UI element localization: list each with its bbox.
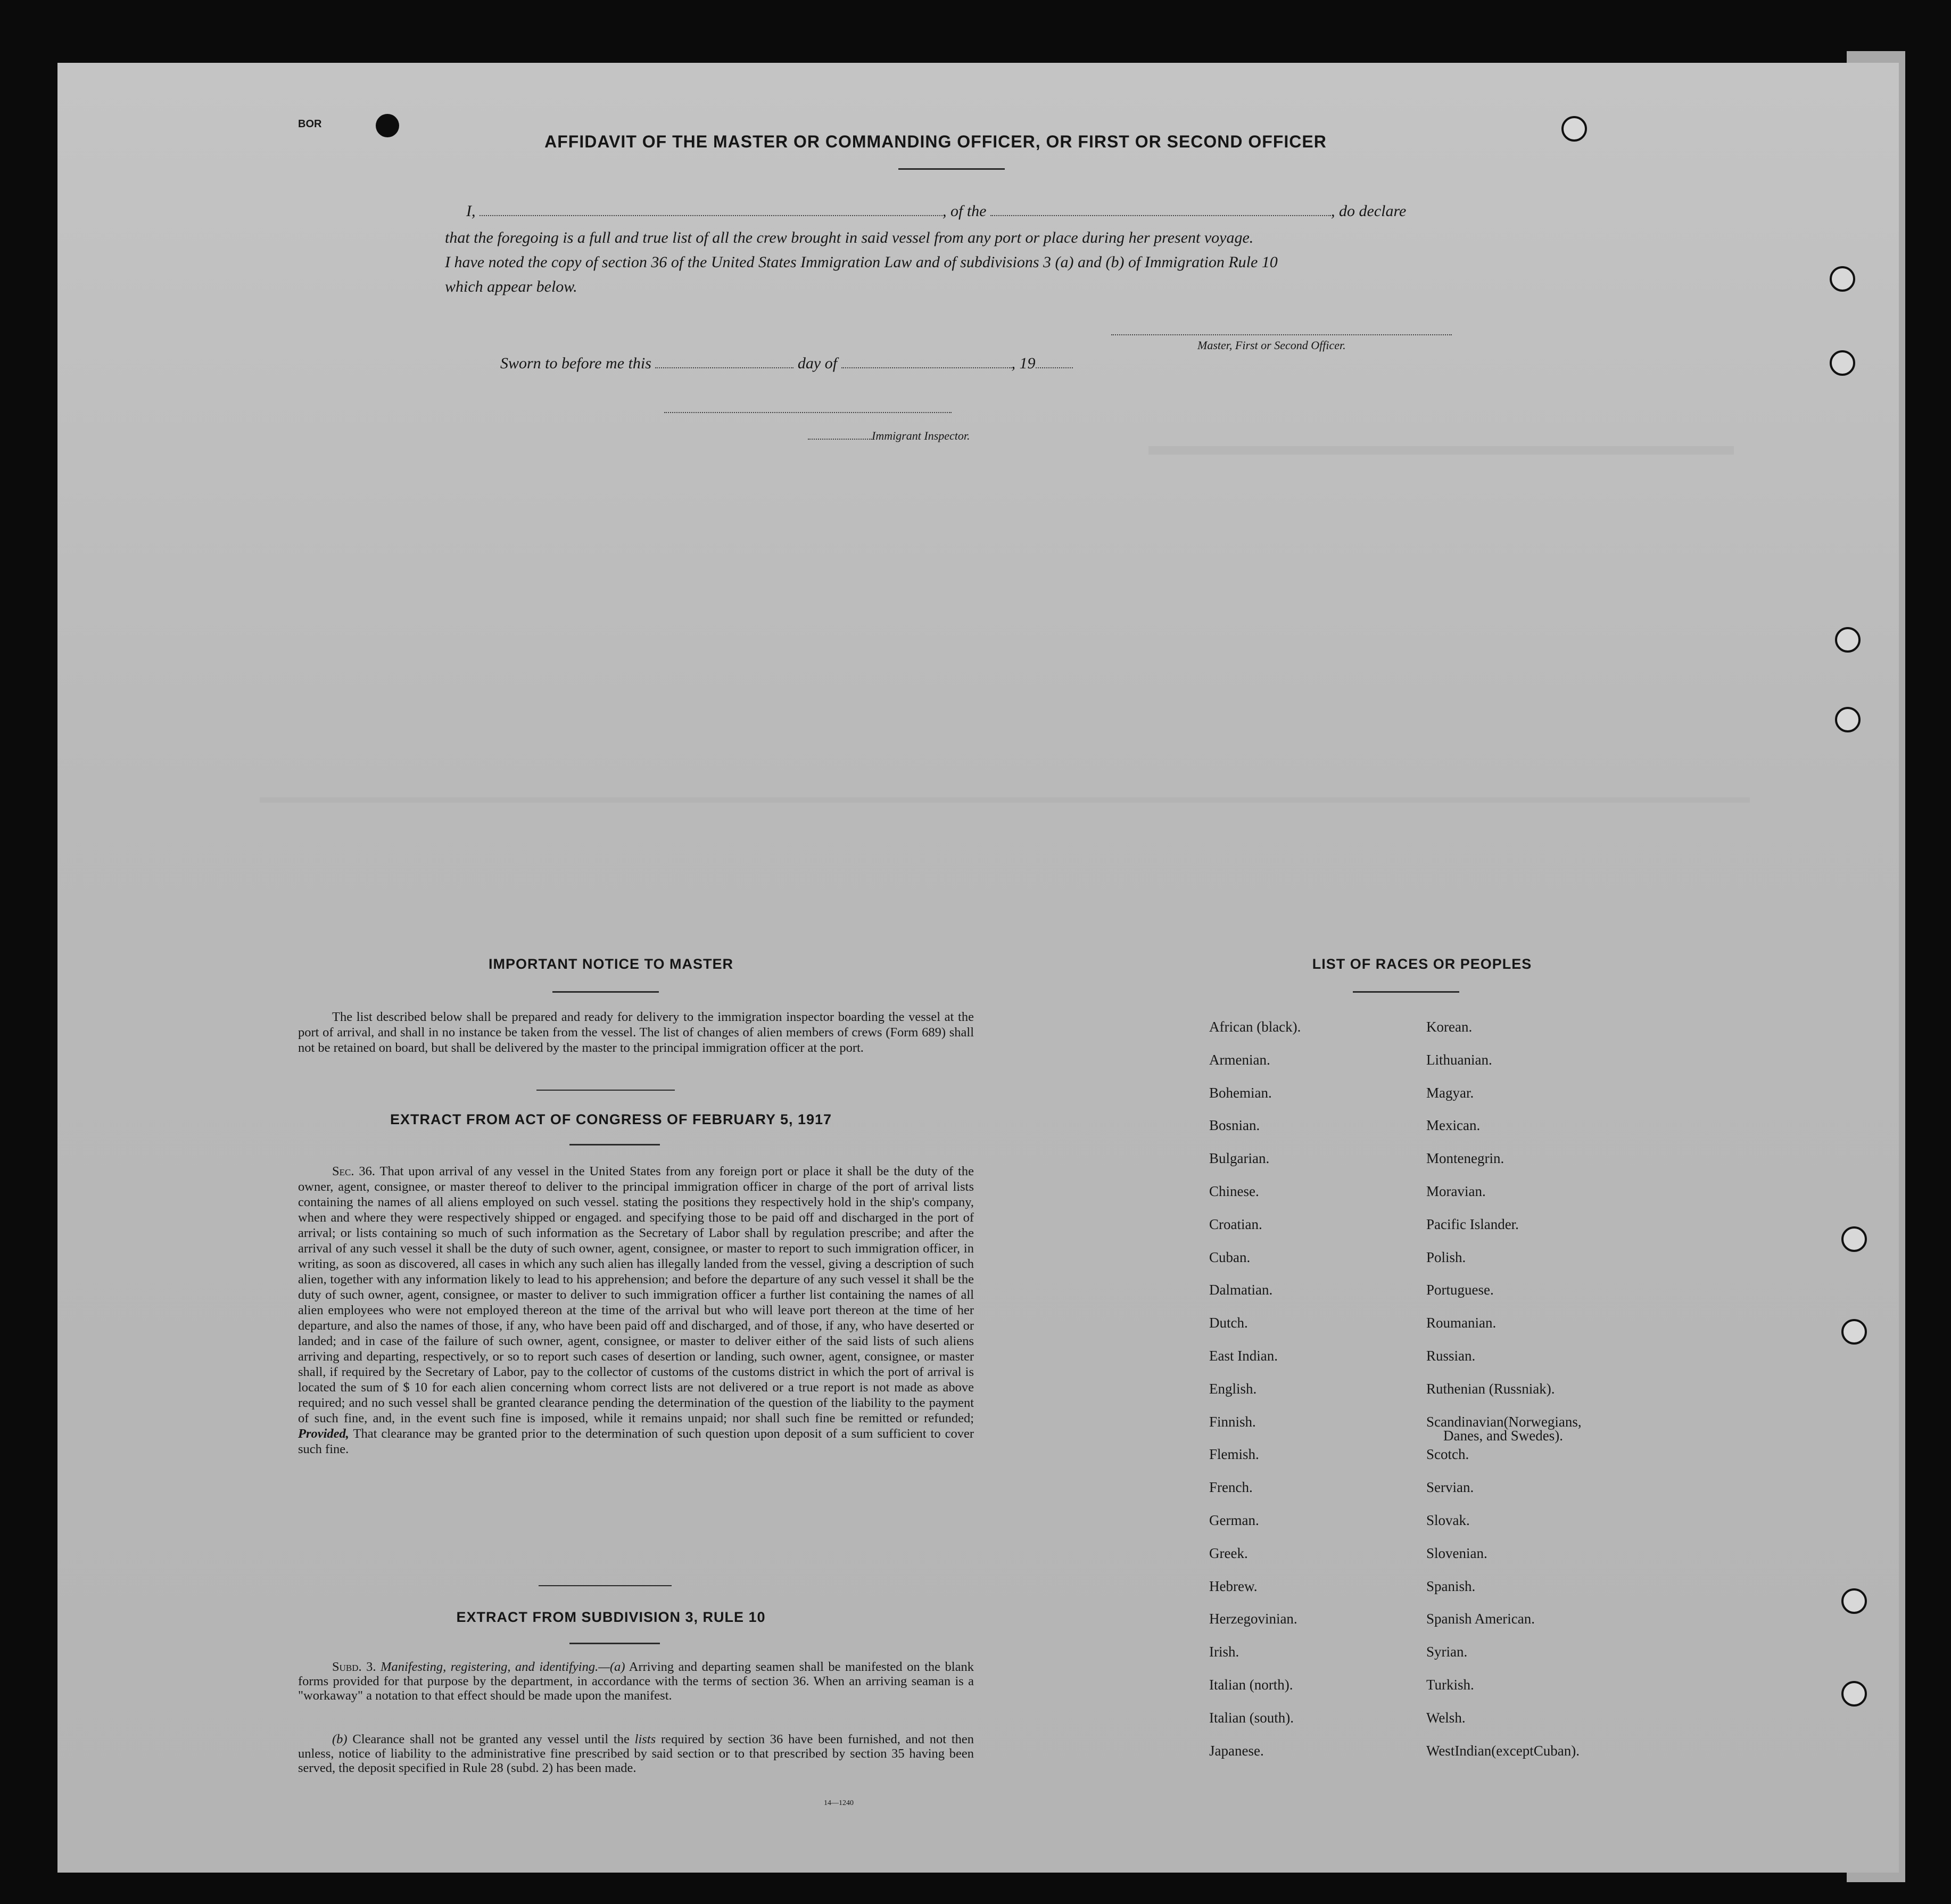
ink-blot bbox=[376, 114, 399, 137]
subd-b-text-2: required by section 36 have been furnished, and not then unless, notice of liability to the administrative fine prescribed by said section or to that prescribed by section 35 having been served, the deposit specified in Rule 28 (subd. 2) has been made. bbox=[298, 1732, 974, 1775]
race-item: Irish. bbox=[1209, 1644, 1239, 1660]
race-item: East Indian. bbox=[1209, 1348, 1278, 1364]
race-item: Hebrew. bbox=[1209, 1578, 1258, 1594]
punch-hole bbox=[1835, 707, 1861, 732]
race-item: Roumanian. bbox=[1426, 1315, 1497, 1331]
race-item: Dutch. bbox=[1209, 1315, 1248, 1331]
extract-act-title: EXTRACT FROM ACT OF CONGRESS OF FEBRUARY 5, 1917 bbox=[390, 1111, 832, 1127]
sec-36-tail: That clearance may be granted prior to the determination of such question upon deposit of a sum sufficient to cover such fine. bbox=[298, 1427, 974, 1456]
year-label: , 19 bbox=[1011, 355, 1036, 372]
race-item: Ruthenian (Russniak). bbox=[1426, 1380, 1555, 1397]
extract-act-body bbox=[298, 1164, 974, 1457]
race-item: African (black). bbox=[1209, 1019, 1301, 1035]
form-number: 14—1240 bbox=[824, 1799, 854, 1807]
affidavit-line-2: that the foregoing is a full and true list of all the crew brought in said vessel from any port or place during her present voyage. bbox=[445, 229, 1254, 246]
race-item: Turkish. bbox=[1426, 1677, 1474, 1693]
punch-hole bbox=[1841, 1226, 1867, 1252]
race-item: Greek. bbox=[1209, 1545, 1248, 1561]
race-item: Magyar. bbox=[1426, 1084, 1474, 1101]
race-item: Herzegovinian. bbox=[1209, 1611, 1297, 1627]
punch-hole bbox=[1830, 266, 1855, 292]
title-rule bbox=[898, 168, 1005, 170]
inspector-caption bbox=[808, 429, 970, 443]
affidavit-title: AFFIDAVIT OF THE MASTER OR COMMANDING OFFICER, OR FIRST OR SECOND OFFICER bbox=[544, 132, 1327, 151]
race-item: Croatian. bbox=[1209, 1216, 1262, 1232]
race-item: Danes, and Swedes). bbox=[1443, 1427, 1563, 1444]
signature-line bbox=[1111, 334, 1452, 335]
race-item: Italian (south). bbox=[1209, 1709, 1294, 1726]
race-item: Flemish. bbox=[1209, 1446, 1259, 1463]
bleed-through-mark bbox=[1148, 446, 1734, 455]
stamp-text: BOR bbox=[298, 118, 322, 130]
race-item: Bohemian. bbox=[1209, 1084, 1272, 1101]
punch-hole bbox=[1841, 1319, 1867, 1345]
subd-b-text-1: Clearance shall not be granted any vessel until the bbox=[352, 1732, 630, 1746]
inspector-caption-text: Immigrant Inspector. bbox=[872, 429, 970, 442]
sworn-line bbox=[500, 355, 1073, 373]
day-of-label: day of bbox=[797, 355, 838, 372]
race-item: Spanish American. bbox=[1426, 1611, 1535, 1627]
i-label: I, bbox=[466, 202, 476, 220]
race-item: Syrian. bbox=[1426, 1644, 1468, 1660]
race-item: French. bbox=[1209, 1479, 1253, 1496]
race-item: Moravian. bbox=[1426, 1183, 1486, 1199]
punch-hole bbox=[1561, 116, 1587, 142]
punch-hole bbox=[1830, 350, 1855, 376]
subd-title: Manifesting, registering, and identifying.—(a) bbox=[381, 1660, 625, 1674]
do-declare-label: , do declare bbox=[1331, 202, 1407, 220]
affidavit-line-4: which appear below. bbox=[445, 278, 577, 295]
punch-hole bbox=[1841, 1681, 1867, 1707]
race-item: Russian. bbox=[1426, 1348, 1476, 1364]
race-item: German. bbox=[1209, 1512, 1259, 1528]
punch-hole bbox=[1841, 1588, 1867, 1614]
race-item: Korean. bbox=[1426, 1019, 1473, 1035]
race-item: Chinese. bbox=[1209, 1183, 1259, 1199]
subd-b-lists: lists bbox=[634, 1732, 656, 1746]
race-item: Lithuanian. bbox=[1426, 1051, 1492, 1068]
race-item: Scandinavian(Norwegians, bbox=[1426, 1413, 1582, 1430]
race-item: Italian (north). bbox=[1209, 1677, 1293, 1693]
provided-label: Provided, bbox=[298, 1427, 349, 1441]
race-item: Slovenian. bbox=[1426, 1545, 1487, 1561]
race-item: Polish. bbox=[1426, 1249, 1466, 1265]
inspector-signature-line bbox=[664, 412, 952, 413]
year-blank bbox=[1036, 367, 1073, 368]
race-item: Slovak. bbox=[1426, 1512, 1470, 1528]
affidavit-line-3: I have noted the copy of section 36 of the United States Immigration Law and of subdivisions 3 (a) and (b) of Immigration Rule 10 bbox=[445, 253, 1278, 271]
sec-36-label: Sec. 36. bbox=[332, 1164, 376, 1178]
race-item: Dalmatian. bbox=[1209, 1282, 1273, 1298]
races-title: LIST OF RACES OR PEOPLES bbox=[1312, 956, 1532, 972]
vessel-blank bbox=[990, 215, 1331, 216]
race-item: Servian. bbox=[1426, 1479, 1474, 1496]
race-item: Pacific Islander. bbox=[1426, 1216, 1519, 1232]
race-item: Bulgarian. bbox=[1209, 1150, 1270, 1167]
race-item: Welsh. bbox=[1426, 1709, 1466, 1726]
section-divider bbox=[539, 1585, 672, 1586]
sec-36-text: That upon arrival of any vessel in the United States from any foreign port or place it shall be the duty of the owner, agent, consignee, or master thereof to deliver to the principal immigration officer in charge of the port of arrival lists containing the names of all aliens employed on such vessel. stating the positions they respectively hold in the ship's company, when and where they were respectively shipped or engaged. and specifying those to be paid off and discharged in the port of arrival; or lists containing so much of such information as the Secretary of Labor shall by regulation prescribe; and after the arrival of any such vessel it shall be the duty of such owner, agent, consignee, or master to report to such immigration officer, in writing, as soon as discovered, all cases in which any such alien has illegally landed from the vessel, giving a description of such alien, together with any information likely to lead to his apprehension; and before the departure of any such vessel it shall be the duty of such owner, agent, consignee, or master to deliver to such immigration officer a further list containing the names of all alien employees who were not employed thereon at the time of the arrival but who will leave port thereon at the time of her departure, and also the names of those, if any, who have been paid off and discharged, and of those, if any, who have deserted or landed; and in case of the failure of such owner, agent, consignee, or master to deliver either of the said lists of such aliens arriving and departing, respectively, or so to report such cases of desertion or landing, such owner, agent, consignee, or master shall, if required by the Secretary of Labor, pay to the collector of customs of the customs district in which the port of arrival is located the sum of $ 10 for each alien concerning whom correct lists are not delivered or a true report is not made as above required; and no such vessel shall be granted clearance pending the determination of the question of the liability to the payment of such fine, and, in the event such fine is imposed, while it remains unpaid; nor shall such fine be remitted or refunded; bbox=[298, 1164, 974, 1425]
extract-rule-title-rule bbox=[569, 1643, 660, 1644]
subd-b-label: (b) bbox=[332, 1732, 348, 1746]
notice-body: The list described below shall be prepared and ready for delivery to the immigration inspector boarding the vessel at the port of arrival, and shall in no instance be taken from the vessel. The list of changes of alien members of crews (Form 689) shall not be retained on board, but shall be delivered by the master to the principal immigration officer at the port. bbox=[298, 1010, 974, 1055]
notice-title-rule bbox=[552, 991, 659, 993]
bleed-through-mark bbox=[260, 797, 1750, 803]
race-item: Japanese. bbox=[1209, 1742, 1264, 1759]
race-item: Spanish. bbox=[1426, 1578, 1476, 1594]
day-blank bbox=[655, 367, 793, 368]
affidavit-line-1 bbox=[445, 202, 1509, 220]
inspector-name-blank bbox=[808, 439, 872, 440]
document-page bbox=[57, 63, 1899, 1873]
races-title-rule bbox=[1353, 991, 1459, 993]
punch-hole bbox=[1835, 627, 1861, 653]
subd-label: Subd. 3. bbox=[332, 1660, 376, 1674]
signature-caption: Master, First or Second Officer. bbox=[1197, 339, 1346, 352]
race-item: Armenian. bbox=[1209, 1051, 1270, 1068]
subd-a-text: Arriving and departing seamen shall be manifested on the blank forms provided for that purpose by the department, in accordance with the terms of section 36. When an arriving seaman is a "workaway" a notation to that effect should be made upon the manifest. bbox=[298, 1660, 974, 1703]
race-item: Portuguese. bbox=[1426, 1282, 1494, 1298]
race-item: Montenegrin. bbox=[1426, 1150, 1504, 1167]
race-item: Bosnian. bbox=[1209, 1117, 1260, 1134]
extract-rule-title: EXTRACT FROM SUBDIVISION 3, RULE 10 bbox=[456, 1609, 766, 1625]
extract-rule-body bbox=[298, 1660, 974, 1703]
month-blank bbox=[841, 367, 1012, 368]
notice-title: IMPORTANT NOTICE TO MASTER bbox=[489, 956, 733, 972]
extract-rule-b bbox=[298, 1732, 974, 1775]
race-item: WestIndian(exceptCuban). bbox=[1426, 1742, 1580, 1759]
name-blank bbox=[480, 215, 943, 216]
race-item: Mexican. bbox=[1426, 1117, 1481, 1134]
section-divider bbox=[536, 1090, 675, 1091]
of-the-label: , of the bbox=[943, 202, 987, 220]
race-item: Scotch. bbox=[1426, 1446, 1469, 1463]
sworn-label: Sworn to before me this bbox=[500, 355, 651, 372]
race-item: English. bbox=[1209, 1380, 1257, 1397]
race-item: Cuban. bbox=[1209, 1249, 1251, 1265]
race-item: Finnish. bbox=[1209, 1413, 1256, 1430]
extract-act-title-rule bbox=[569, 1144, 660, 1145]
